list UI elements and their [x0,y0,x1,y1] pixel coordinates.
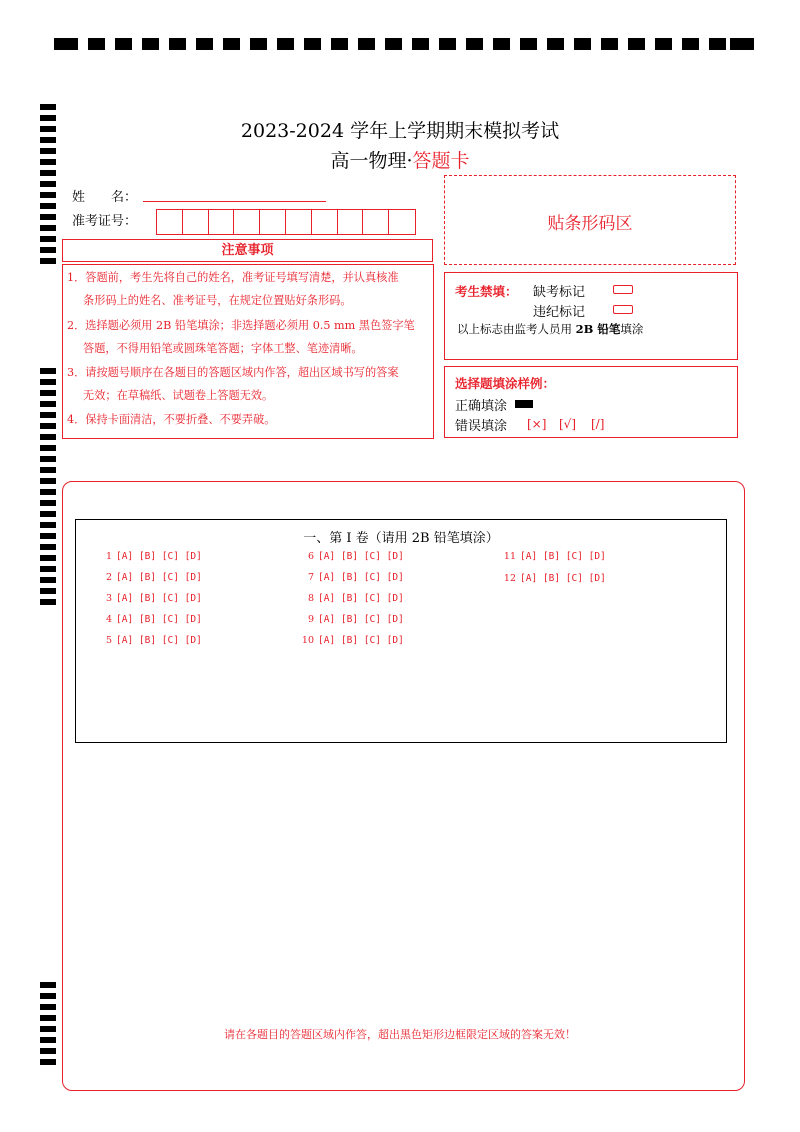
subtitle-accent: 答题卡 [412,150,470,172]
timing-mark [40,566,56,572]
timing-mark [40,993,56,999]
id-number-boxes[interactable] [156,209,416,235]
question-number: 2 [105,572,112,583]
answer-area-warning: 请在各题目的答题区域内作答，超出黑色矩形边框限定区域的答案无效！ [224,1028,576,1041]
id-digit-box[interactable] [157,210,183,234]
timing-mark [40,588,56,594]
timing-mark [40,1059,56,1065]
choice-options[interactable]: [A] [B] [C] [D] [116,551,202,562]
timing-mark [574,38,591,50]
timing-mark [40,533,56,539]
question-number: 1 [105,551,112,562]
choice-options[interactable]: [A] [B] [C] [D] [318,551,404,562]
id-digit-box[interactable] [338,210,364,234]
timing-mark [196,38,213,50]
question-row[interactable] [500,573,606,584]
question-row[interactable] [96,551,202,562]
wrong-fill-example: [/] [591,417,605,431]
question-number: 7 [307,572,314,583]
timing-mark [223,38,240,50]
timing-mark [54,38,78,50]
section-one-title: 一、第 I 卷（请用 2B 铅笔填涂） [303,531,499,546]
timing-mark [40,982,56,988]
id-label: 准考证号： [72,214,138,229]
timing-mark [40,104,56,110]
question-row[interactable] [500,551,606,562]
timing-mark [412,38,429,50]
timing-mark [40,522,56,528]
question-number: 4 [105,614,112,625]
note-prefix: 以上标志由监考人员用 [457,322,576,336]
question-number: 3 [105,593,112,604]
fill-sample-box [444,366,738,438]
note-bold: 2B 铅笔 [575,322,621,336]
timing-mark [40,434,56,440]
timing-mark [358,38,375,50]
timing-mark [40,258,56,264]
notice-line: 答题，不得用铅笔或圆珠笔答题；字体工整、笔迹清晰。 [83,342,363,355]
subtitle-main: 高一物理· [330,150,413,172]
timing-mark [709,38,726,50]
barcode-area [444,175,736,265]
question-row[interactable] [298,572,404,583]
note-suffix: 填涂 [620,322,644,336]
correct-fill-label: 正确填涂 [455,399,508,414]
name-label: 姓 名： [72,190,138,205]
question-number: 8 [307,593,314,604]
notice-line: 1．答题前，考生先将自己的姓名，准考证号填写清楚，并认真核准 [67,271,399,284]
timing-mark [493,38,510,50]
card-subtitle [0,146,800,173]
question-row[interactable] [96,593,202,604]
choice-options[interactable]: [A] [B] [C] [D] [116,635,202,646]
timing-mark [40,423,56,429]
timing-mark [730,38,754,50]
timing-mark [628,38,645,50]
choice-options[interactable]: [A] [B] [C] [D] [520,551,606,562]
timing-mark [88,38,105,50]
id-digit-box[interactable] [234,210,260,234]
timing-mark [40,500,56,506]
timing-mark [40,599,56,605]
choice-options[interactable]: [A] [B] [C] [D] [116,614,202,625]
question-number: 11 [503,551,516,562]
timing-mark [40,544,56,550]
wrong-fill-label: 错误填涂 [455,419,508,434]
barcode-label: 贴条形码区 [547,214,633,234]
timing-mark [40,412,56,418]
timing-mark [520,38,537,50]
question-row[interactable] [298,614,404,625]
choice-options[interactable]: [A] [B] [C] [D] [318,635,404,646]
timing-mark [40,379,56,385]
id-digit-box[interactable] [286,210,312,234]
timing-mark [40,489,56,495]
notice-box [62,264,434,439]
wrong-fill-example: [√] [559,417,577,431]
timing-mark [655,38,672,50]
timing-mark [40,390,56,396]
exam-marks-box [444,272,738,360]
timing-mark [40,1004,56,1010]
timing-mark [40,445,56,451]
question-row[interactable] [298,593,404,604]
timing-mark [40,401,56,407]
id-digit-box[interactable] [260,210,286,234]
left-timing-marks-middle [40,368,56,608]
timing-mark [40,236,56,242]
section-one-choice [75,519,727,743]
question-row[interactable] [298,551,404,562]
notice-title: 注意事项 [62,239,433,262]
timing-mark [385,38,402,50]
choice-options[interactable]: [A] [B] [C] [D] [116,572,202,583]
correct-fill-example [515,400,533,408]
exam-title: 2023-2024 学年上学期期末模拟考试 [240,120,560,142]
id-digit-box[interactable] [389,210,415,234]
timing-mark [40,456,56,462]
notice-line: 4．保持卡面清洁，不要折叠、不要弄破。 [67,413,276,426]
question-row[interactable] [298,635,404,646]
timing-mark [331,38,348,50]
choice-options[interactable]: [A] [B] [C] [D] [318,572,404,583]
violation-mark-box[interactable] [613,305,633,314]
exam-marks-note [457,321,643,337]
top-timing-marks [54,38,754,52]
choice-options[interactable]: [A] [B] [C] [D] [116,593,202,604]
question-number: 9 [307,614,314,625]
fill-sample-heading: 选择题填涂样例： [455,376,556,391]
notice-line: 2．选择题必须用 2B 铅笔填涂；非选择题必须用 0.5 mm 黑色签字笔 [67,319,415,332]
timing-mark [277,38,294,50]
timing-mark [40,214,56,220]
timing-mark [682,38,699,50]
id-digit-box[interactable] [363,210,389,234]
timing-mark [40,247,56,253]
timing-mark [547,38,564,50]
timing-mark [250,38,267,50]
id-digit-box[interactable] [183,210,209,234]
exam-marks-heading: 考生禁填： [455,284,518,299]
question-number: 12 [503,573,516,584]
timing-mark [40,181,56,187]
notice-line: 3．请按题号顺序在各题目的答题区域内作答，超出区域书写的答案 [67,366,399,379]
timing-mark [40,1048,56,1054]
choice-options[interactable]: [A] [B] [C] [D] [318,593,404,604]
timing-mark [40,555,56,561]
question-row[interactable] [96,572,202,583]
name-field[interactable] [143,200,326,202]
timing-mark [40,1015,56,1021]
absent-label: 缺考标记 [533,285,586,300]
timing-mark [169,38,186,50]
question-number: 6 [307,551,314,562]
timing-mark [601,38,618,50]
timing-mark [40,192,56,198]
choice-options[interactable]: [A] [B] [C] [D] [318,614,404,625]
timing-mark [304,38,321,50]
timing-mark [115,38,132,50]
notice-line: 无效；在草稿纸、试题卷上答题无效。 [83,389,274,402]
timing-mark [40,577,56,583]
id-digit-box[interactable] [312,210,338,234]
timing-mark [142,38,159,50]
timing-mark [439,38,456,50]
timing-mark [40,225,56,231]
question-number: 5 [105,635,112,646]
id-digit-box[interactable] [209,210,235,234]
timing-mark [40,203,56,209]
timing-mark [40,478,56,484]
question-row[interactable] [96,614,202,625]
timing-mark [40,368,56,374]
wrong-fill-example: [×] [527,417,547,431]
timing-mark [466,38,483,50]
timing-mark [40,511,56,517]
absent-mark-box[interactable] [613,285,633,294]
choice-options[interactable]: [A] [B] [C] [D] [520,573,606,584]
question-number: 10 [301,635,314,646]
question-row[interactable] [96,635,202,646]
notice-line: 条形码上的姓名、准考证号，在规定位置贴好条形码。 [83,294,352,307]
violation-label: 违纪标记 [533,305,586,320]
timing-mark [40,467,56,473]
